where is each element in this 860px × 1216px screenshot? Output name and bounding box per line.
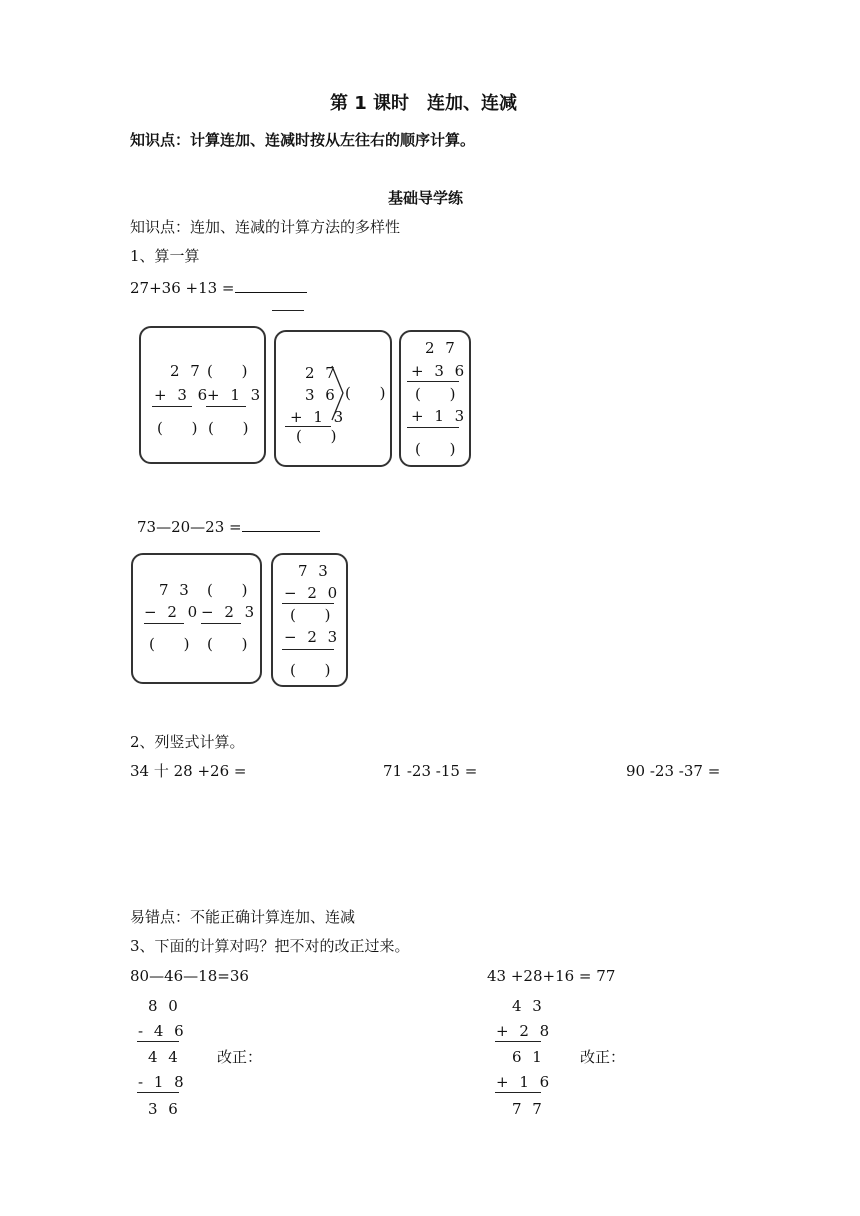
blank-paren[interactable]: ( ) <box>207 581 251 599</box>
digit-row: 3 6 <box>305 386 338 404</box>
addition-expression-text: 27+36 +13 = <box>130 279 235 297</box>
blank-paren[interactable]: ( ) <box>290 661 334 679</box>
digit-row: 7 3 <box>298 562 331 580</box>
expression-2: 71 -23 -15 = <box>383 762 478 780</box>
digit-row: 4 4 <box>148 1048 181 1066</box>
digit-row: 2 7 <box>425 339 458 357</box>
mistake-point: 易错点：不能正确计算连加、连减 <box>130 908 356 926</box>
underline <box>495 1092 541 1093</box>
blank-paren[interactable]: ( ) <box>149 635 193 653</box>
brace-icon <box>330 364 346 422</box>
correction-label: 改正： <box>217 1048 263 1066</box>
digit-row: 7 3 <box>159 581 192 599</box>
section-title: 基础导学练 <box>388 189 464 207</box>
digit-row: 2 7 <box>305 364 338 382</box>
blank-paren[interactable]: ( ) <box>207 635 251 653</box>
digit-row: − 2 0 <box>284 584 341 602</box>
underline <box>201 623 241 624</box>
divider <box>272 310 304 311</box>
underline <box>137 1092 179 1093</box>
digit-row: + 1 6 <box>496 1073 553 1091</box>
blank-paren[interactable]: ( ) <box>207 362 251 380</box>
blank-paren[interactable]: ( ) <box>415 385 459 403</box>
blank-paren[interactable]: ( ) <box>415 440 459 458</box>
blank-paren[interactable]: ( ) <box>296 427 340 445</box>
underline <box>144 623 184 624</box>
digit-row: + 2 8 <box>496 1022 553 1040</box>
underline <box>282 649 334 650</box>
answer-blank[interactable] <box>242 517 320 532</box>
digit-row: 6 1 <box>512 1048 545 1066</box>
underline <box>495 1041 541 1042</box>
blank-paren[interactable]: ( ) <box>157 419 201 437</box>
digit-row: − 2 0 <box>144 603 201 621</box>
underline <box>137 1041 179 1042</box>
underline <box>407 427 459 428</box>
digit-row: + 1 3 <box>207 386 264 404</box>
digit-row: − 2 3 <box>284 628 341 646</box>
section-knowledge-point: 知识点：连加、连减的计算方法的多样性 <box>130 218 401 236</box>
page-title: 第 1 课时 连加、连减 <box>330 93 518 114</box>
blank-paren[interactable]: ( ) <box>208 419 252 437</box>
blank-paren[interactable]: ( ) <box>345 384 389 402</box>
answer-blank[interactable] <box>235 278 307 293</box>
underline <box>206 406 246 407</box>
subtraction-expression-text: 73—20—23 = <box>137 518 242 536</box>
digit-row: 3 6 <box>148 1100 181 1118</box>
digit-row: − 2 3 <box>201 603 258 621</box>
digit-row: + 3 6 <box>411 362 468 380</box>
digit-row: + 1 3 <box>411 407 468 425</box>
digit-row: 4 3 <box>512 997 545 1015</box>
knowledge-point: 知识点：计算连加、连减时按从左往右的顺序计算。 <box>130 131 476 149</box>
check-expression-right: 43 +28+16 = 77 <box>487 967 616 985</box>
digit-row: 2 7 <box>170 362 203 380</box>
digit-row: - 1 8 <box>138 1073 187 1091</box>
check-expression-left: 80—46—18=36 <box>130 967 249 985</box>
digit-row: 7 7 <box>512 1100 545 1118</box>
digit-row: + 3 6 <box>154 386 211 404</box>
expression-1: 34 十 28 +26 = <box>130 762 247 780</box>
underline <box>407 381 459 382</box>
expression-3: 90 -23 -37 = <box>626 762 721 780</box>
digit-row: + 1 3 <box>290 408 347 426</box>
question-3-label: 3、下面的计算对吗？把不对的改正过来。 <box>130 937 410 955</box>
digit-row: 8 0 <box>148 997 181 1015</box>
underline <box>282 603 334 604</box>
subtraction-expression <box>137 517 320 536</box>
blank-paren[interactable]: ( ) <box>290 606 334 624</box>
correction-label: 改正： <box>580 1048 626 1066</box>
question-1-label: 1、算一算 <box>130 247 200 265</box>
question-2-label: 2、列竖式计算。 <box>130 733 245 751</box>
underline <box>152 406 192 407</box>
digit-row: - 4 6 <box>138 1022 187 1040</box>
addition-expression <box>130 278 307 297</box>
